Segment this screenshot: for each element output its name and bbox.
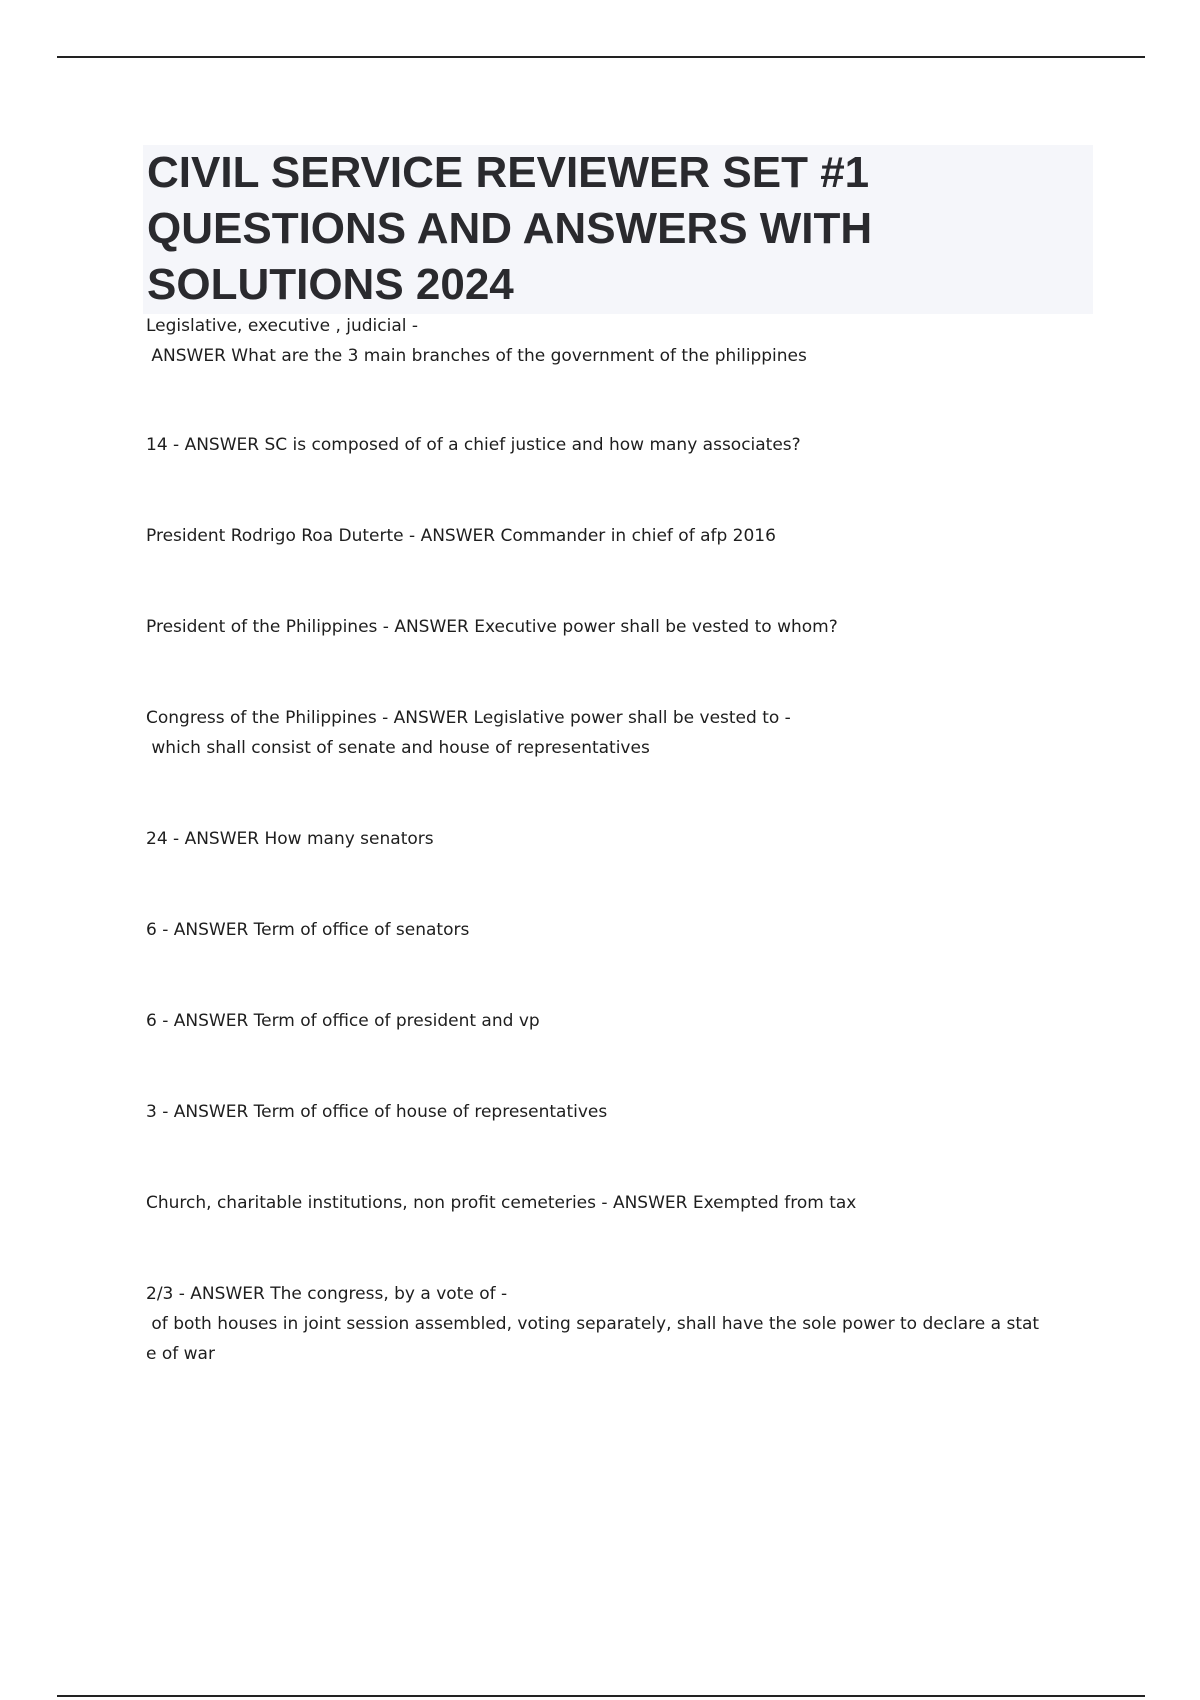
qa-line: 24 - ANSWER How many senators: [146, 829, 434, 849]
qa-line: 2/3 - ANSWER The congress, by a vote of -: [146, 1284, 508, 1304]
title-line: SOLUTIONS 2024: [147, 260, 514, 309]
qa-entry: [146, 521, 1096, 551]
footer-rule: [57, 1695, 1145, 1697]
qa-entry: [146, 612, 1096, 642]
qa-line: Church, charitable institutions, non profit cemeteries - ANSWER Exempted from tax: [146, 1193, 857, 1213]
qa-line: of both houses in joint session assembled, voting separately, shall have the sole power to declare a stat: [146, 1314, 1040, 1334]
qa-entry: [146, 915, 1096, 945]
qa-entry: [146, 1097, 1096, 1127]
qa-line: Legislative, executive , judicial -: [146, 316, 419, 336]
qa-line: 6 - ANSWER Term of office of senators: [146, 920, 470, 940]
qa-entry: [146, 1006, 1096, 1036]
qa-line: ANSWER What are the 3 main branches of the government of the philippines: [146, 346, 807, 366]
qa-line: President Rodrigo Roa Duterte - ANSWER Commander in chief of afp 2016: [146, 526, 776, 546]
document-title: [147, 145, 1089, 313]
qa-entry: [146, 1279, 1096, 1369]
qa-line: 6 - ANSWER Term of office of president and vp: [146, 1011, 540, 1031]
qa-line: e of war: [146, 1344, 215, 1364]
qa-line: Congress of the Philippines - ANSWER Legislative power shall be vested to -: [146, 708, 791, 728]
title-block: [143, 145, 1093, 314]
qa-entry: [146, 1188, 1096, 1218]
qa-entry: [146, 824, 1096, 854]
qa-entry: [146, 703, 1096, 763]
qa-line: which shall consist of senate and house of representatives: [146, 738, 650, 758]
title-line: CIVIL SERVICE REVIEWER SET #1: [147, 148, 870, 197]
header-rule: [57, 56, 1145, 58]
title-line: QUESTIONS AND ANSWERS WITH: [147, 204, 873, 253]
qa-line: 14 - ANSWER SC is composed of of a chief justice and how many associates?: [146, 435, 801, 455]
qa-entry: [146, 311, 1096, 371]
qa-entry: [146, 430, 1096, 460]
qa-line: President of the Philippines - ANSWER Executive power shall be vested to whom?: [146, 617, 838, 637]
qa-line: 3 - ANSWER Term of office of house of representatives: [146, 1102, 608, 1122]
